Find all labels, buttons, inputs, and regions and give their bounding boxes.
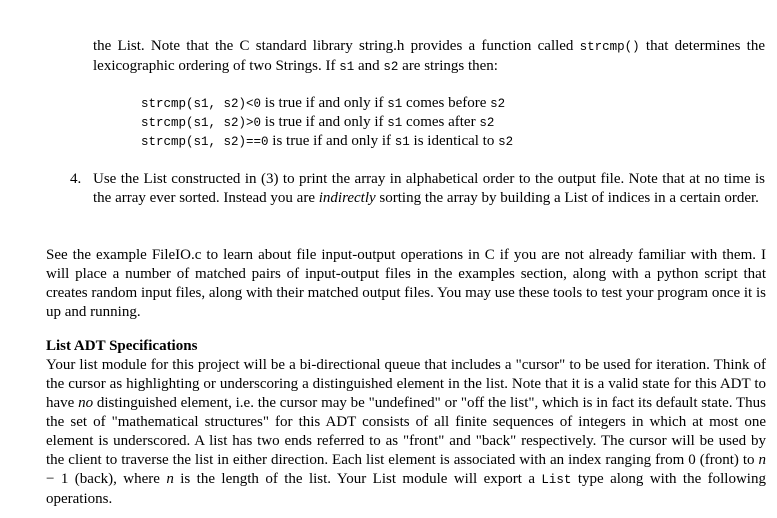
- code-explanation: comes after: [402, 114, 480, 130]
- code-expression: strcmp(s1, s2)==0: [141, 135, 269, 149]
- code-explanation: is identical to: [409, 133, 499, 149]
- intro-text: that determines the lexicographic ordering of two Strings. If: [93, 38, 765, 74]
- strcmp-line-equal: [141, 132, 513, 152]
- list-item-text: Use the List constructed in (3) to print the array in alphabetical order to the output file. Note that at no time is the array ever sorted. Instead you are: [93, 171, 765, 206]
- math-n: n: [166, 471, 174, 487]
- intro-paragraph: [93, 37, 765, 77]
- code-s1: s1: [387, 97, 403, 111]
- code-s1: s1: [387, 116, 403, 130]
- code-strcmp: strcmp(): [579, 40, 640, 54]
- spec-text: Your list module for this project will be a bi-directional queue that includes a "cursor" to be used for iteration. Think of the cursor as highlighting or underscoring a distinguished element in the list. Note that it is a valid state for this ADT to have: [46, 357, 766, 411]
- code-explanation: is true if and only if: [261, 95, 388, 111]
- list-item-body: [93, 170, 765, 208]
- code-s1: s1: [339, 60, 355, 74]
- code-s2: s2: [498, 135, 514, 149]
- code-list-type: List: [541, 473, 572, 487]
- spec-text: − 1 (back), where: [46, 471, 167, 487]
- spec-text: type along with the following operations.: [46, 471, 766, 507]
- spec-paragraph: [46, 356, 766, 509]
- code-explanation: is true if and only if: [268, 133, 395, 149]
- code-explanation: comes before: [402, 95, 491, 111]
- strcmp-line-greater: [141, 113, 494, 133]
- code-s2: s2: [383, 60, 399, 74]
- list-item-text: sorting the array by building a List of indices in a certain order.: [375, 190, 759, 206]
- strcmp-line-less: [141, 94, 505, 114]
- section-heading: List ADT Specifications: [46, 338, 198, 354]
- intro-text: the List. Note that the C standard library string.h provides a function called: [93, 38, 580, 54]
- code-expression: strcmp(s1, s2)>0: [141, 116, 262, 130]
- emphasis-indirectly: indirectly: [318, 190, 376, 206]
- fileio-paragraph: See the example FileIO.c to learn about file input-output operations in C if you are not already familiar with them. I will place a number of matched pairs of input-output files in the examples section, along with a python script that creates random input files, along with their matched output files. You may use these tools to test your program once it is up and running.: [46, 247, 766, 320]
- code-s1: s1: [394, 135, 410, 149]
- math-n: n: [758, 452, 766, 468]
- intro-text: are strings then:: [398, 58, 498, 74]
- spec-text: distinguished element, i.e. the cursor may be "undefined" or "off the list", which is in fact its default state. Thus the set of "mathematical structures" for this ADT consists of all finite sequences of integers in which at most one element is underscored. A list has two ends referred to as "front" and "back" respectively. The cursor will be used by the client to traverse the list in either direction. Each list element is associated with an index ranging from 0 (front) to: [46, 395, 766, 468]
- code-s2: s2: [479, 116, 495, 130]
- emphasis-no: no: [78, 395, 94, 411]
- list-item-number: 4.: [70, 171, 82, 187]
- intro-text: and: [354, 58, 384, 74]
- code-explanation: is true if and only if: [261, 114, 388, 130]
- code-s2: s2: [490, 97, 506, 111]
- spec-text: is the length of the list. Your List module will export a: [173, 471, 542, 487]
- code-expression: strcmp(s1, s2)<0: [141, 97, 262, 111]
